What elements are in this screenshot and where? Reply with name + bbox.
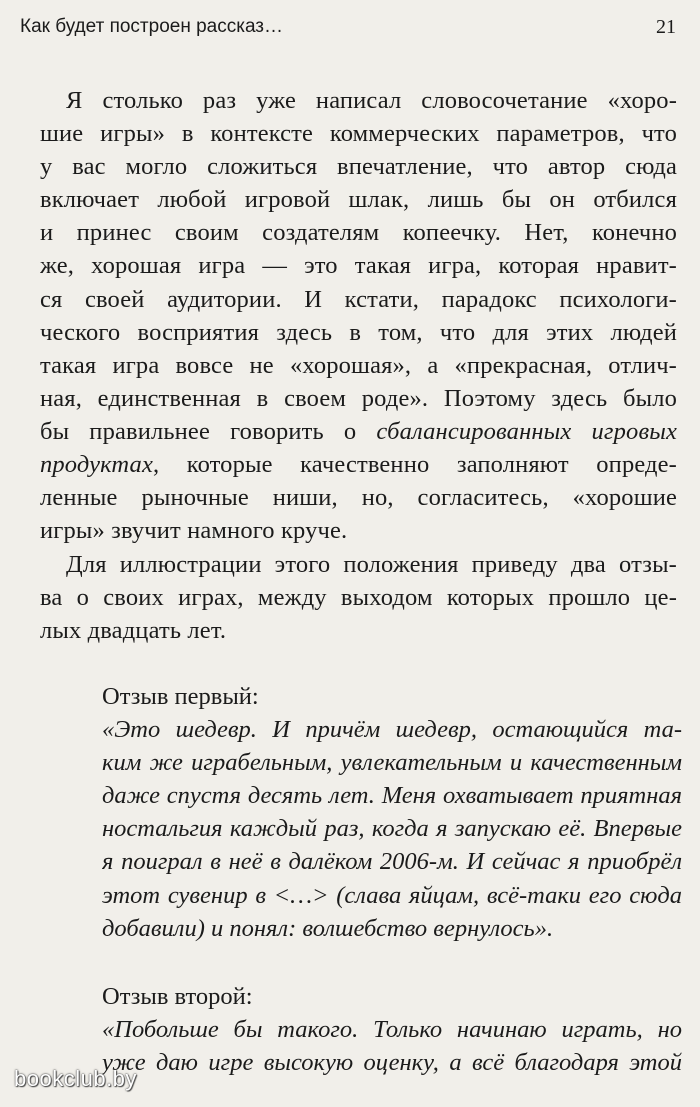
text-line: лых двадцать лет. [40, 617, 227, 645]
text-line: шие игры» в контексте коммерческих параметров, что [40, 120, 677, 148]
quote-line: уже даю игре высокую оценку, а всё благодаря этой [102, 1049, 682, 1077]
paragraph-2 [40, 548, 677, 647]
text-line-mixed [40, 415, 677, 448]
text-segment: бы правильнее говорить о [40, 417, 377, 445]
text-line: и принес своим создателям копеечку. Нет, конечно [40, 219, 677, 247]
text-line: ся своей аудитории. И кстати, парадокс психологи- [40, 285, 677, 313]
text-line: игры» звучит намного круче. [40, 517, 348, 545]
quote-line: я поиграл в неё в далёком 2006-м. И сейчас я приобрёл [102, 848, 682, 876]
review-2 [102, 980, 682, 1079]
italic-term: продуктах [40, 451, 153, 479]
review-heading: Отзыв первый: [102, 683, 259, 710]
page-number: 21 [656, 16, 676, 38]
text-line: ленные рыночные ниши, но, согласитесь, «хорошие [40, 484, 677, 512]
text-line: ная, единственная в своем роде». Поэтому здесь было [40, 384, 677, 412]
text-segment: , которые качественно заполняют опреде- [152, 451, 677, 479]
quote-line: добавили) и понял: волшебство вернулось». [102, 914, 554, 942]
text-line: у вас могло сложиться впечатление, что автор сюда [40, 153, 677, 181]
text-line: Я столько раз уже написал словосочетание «хоро- [66, 87, 677, 114]
running-head [20, 14, 680, 40]
quote-line: «Побольше бы такого. Только начинаю играть, но [102, 1016, 682, 1044]
quote-line: «Это шедевр. И причём шедевр, остающийся та- [102, 716, 682, 744]
quote-line: даже спустя десять лет. Меня охватывает приятная [102, 782, 682, 810]
text-line: ческого восприятия здесь в том, что для этих людей [40, 318, 677, 346]
italic-term: сбалансированных игровых [376, 417, 677, 445]
text-line: включает любой игровой шлак, лишь бы он отбился [40, 186, 677, 214]
quote-line: ким же играбельным, увлекательным и качественным [102, 749, 682, 777]
review-1 [102, 680, 682, 945]
quote-line: ностальгия каждый раз, когда я запускаю её. Впервые [102, 815, 682, 843]
text-line: Для иллюстрации этого положения приведу два отзы- [66, 551, 677, 578]
paragraph-1 [40, 84, 677, 547]
text-line-mixed [40, 448, 677, 481]
text-line: такая игра вовсе не «хорошая», а «прекрасная, отлич- [40, 351, 677, 379]
text-line: же, хорошая игра — это такая игра, которая нравит- [40, 252, 677, 280]
running-title: Как будет построен рассказ… [20, 16, 284, 37]
quote-line: этот сувенир в <…> (слава яйцам, всё-таки его сюда [102, 881, 682, 909]
text-line: ва о своих играх, между выходом которых прошло це- [40, 584, 677, 612]
watermark: bookclub.by [14, 1066, 137, 1091]
review-heading: Отзыв второй: [102, 983, 253, 1010]
